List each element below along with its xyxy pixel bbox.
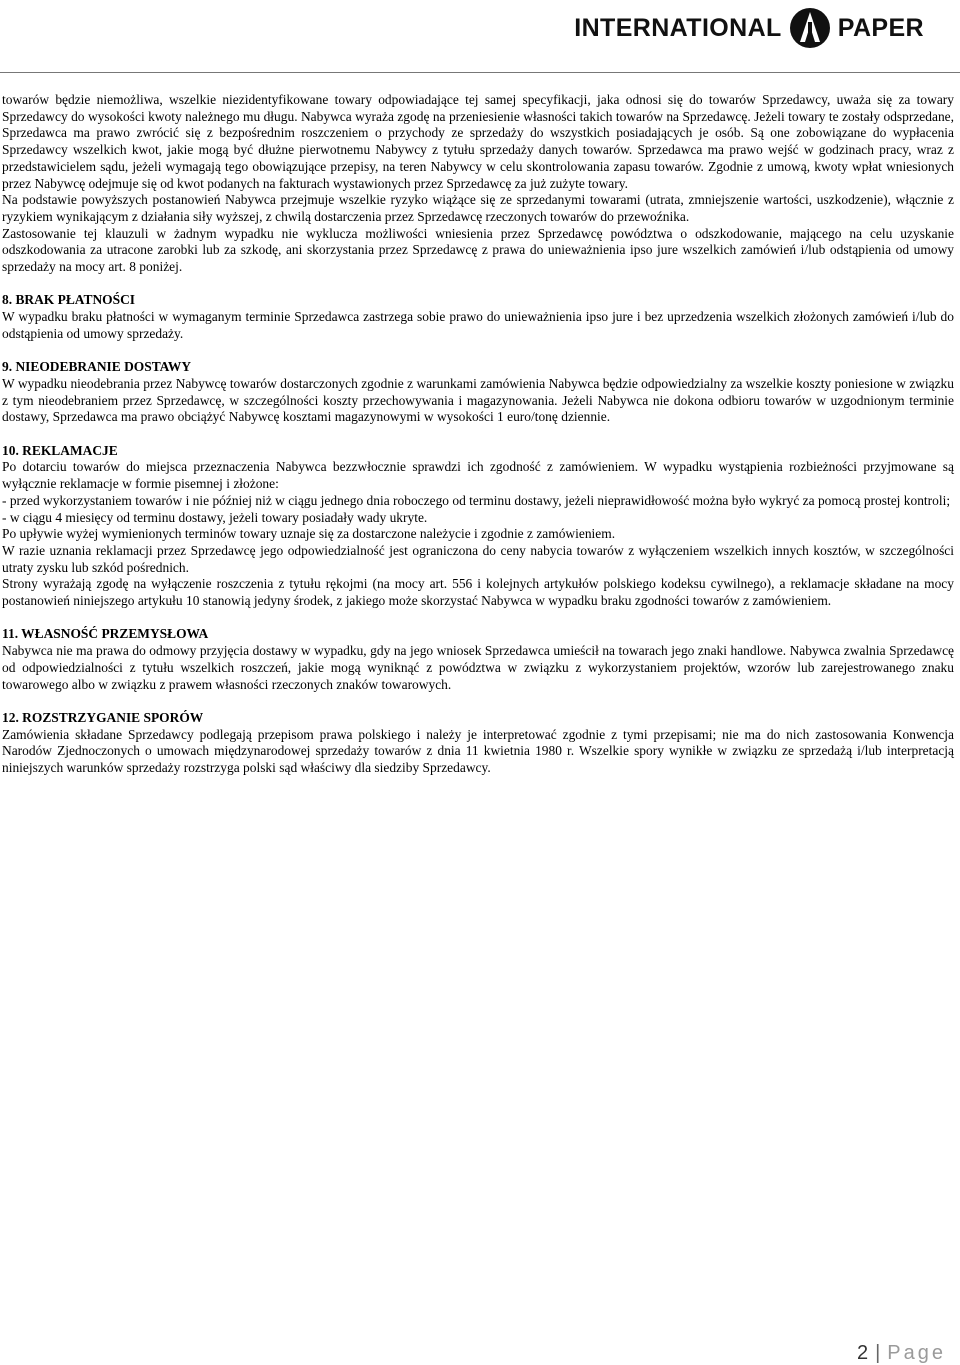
footer-separator: | [875, 1342, 881, 1364]
section-heading-11: 11. WŁASNOŚĆ PRZEMYSŁOWA [2, 626, 209, 642]
paragraph: Po dotarciu towarów do miejsca przeznaczenia Nabywca bezzwłocznie sprawdzi ich zgodność z zamówieniem. W wypadku wystąpienia rozbieżności przyjmowane są wyłącznie reklamacje w formie pisemnej i złożone: [2, 459, 954, 492]
paragraph: Nabywca nie ma prawa do odmowy przyjęcia dostawy w wypadku, gdy na jego wniosek Sprzedawca umieścił na towarach jego znaki handlowe. Nabywca zwalnia Sprzedawcę od odpowiedzialności z tytułu wszelkich roszczeń, jakie mogą wyniknąć z powództwa w związku z wykorzystaniem projektów, wzorów lub zarejestrowanego znaku towarowego albo w związku z prawem własności rzeczonych znaków towarowych. [2, 643, 954, 692]
section-spacer [2, 693, 954, 710]
paragraph: Zastosowanie tej klauzuli w żadnym wypadku nie wyklucza możliwości wniesienia przez Sprzedawcę powództwa o odszkodowanie, mającego na celu uzyskanie odszkodowania za utracone zarobki lub za szkodę, ani skorzystania przez Sprzedawcę z prawa do unieważnienia ipso jure wszelkich zamówień i/lub odstąpienia od umowy sprzedaży na mocy art. 8 poniżej. [2, 225, 954, 275]
paragraph: Po upływie wyżej wymienionych terminów towary uznaje się za dostarczone należycie i zgodnie z zamówieniem. [2, 526, 616, 542]
list-item: - przed wykorzystaniem towarów i nie później niż w ciągu jednego dnia roboczego od terminu dostawy, jeżeli nieprawidłowość można było wykryć za pomocą prostej kontroli; [2, 492, 951, 508]
section-spacer [2, 426, 954, 443]
section-spacer [2, 610, 954, 627]
paragraph: Na podstawie powyższych postanowień Nabywca przejmuje wszelkie ryzyko wiążące się ze sprzedanymi towarami (utrata, zmniejszenie wartości, uszkodzenie), włącznie z ryzykiem wynikającym z działania siły wyższej, z chwilą dostarczenia przez Sprzedawcę rzeczonych towarów do przewoźnika. [2, 192, 954, 224]
logo-text-left: INTERNATIONAL [574, 13, 782, 42]
page-header [0, 0, 960, 72]
page-label: Page [887, 1342, 946, 1364]
paragraph: Strony wyrażają zgodę na wyłączenie roszczenia z tytułu rękojmi (na mocy art. 556 i kolejnych artykułów polskiego kodeksu cywilnego), a reklamacje składane na mocy postanowień niniejszego artykułu 10 stanowią jedyny środek, z jakiego może skorzystać Nabywca w wypadku braku zgodności towarów z zamówieniem. [2, 576, 954, 609]
list-item: - w ciągu 4 miesięcy od terminu dostawy, jeżeli towary posiadały wady ukryte. [2, 509, 428, 525]
paragraph: Zamówienia składane Sprzedawcy podlegają przepisom prawa polskiego i należy je interpretować zgodnie z tymi przepisami; nie ma do nich zastosowania Konwencja Narodów Zjednoczonych o umowach międzynarodowej sprzedaży towarów z dnia 11 kwietnia 1980 r. Wszelkie spory wynikłe w związku ze sprzedażą i/lub interpretacją niniejszych warunków sprzedaży rozstrzyga polski sąd właściwy dla siedziby Sprzedawcy. [2, 726, 954, 776]
page-footer [857, 1342, 946, 1365]
page-number: 2 [856, 1342, 869, 1364]
paragraph: towarów będzie niemożliwa, wszelkie niezidentyfikowane towary odpowiadające tej samej specyfikacji, jaka odnosi się do towarów Sprzedawcy, uważa się za towary Sprzedawcy do wysokości kwoty należnego mu długu. Nabywca wyraża zgodę na przeniesienie własności takich towarów na Sprzedawcę. Jeżeli towary te zostały odsprzedane, Sprzedawca ma prawo zwrócić się z bezpośrednim roszczeniem o przychody ze sprzedaży do wszystkich posiadających je osób. Są one zobowiązane do wypłacenia Sprzedawcy wszelkich kwot, jakie mogą być dłużne pierwotnemu Nabywcy z tytułu sprzedaży danych towarów. Sprzedawca ma prawo wejść w godzinach pracy, wraz z przedstawicielem sądu, jeżeli wymagają tego obowiązujące przepisy, na teren Nabywcy w celu skontrolowania zapasu towarów. Zgodnie z umową, kwoty wpłat wniesionych przez Nabywcę odejmuje się od kwot podanych na fakturach wystawionych przez Sprzedawcę za już zużyte towary. [2, 92, 954, 191]
section-heading-8: 8. BRAK PŁATNOŚCI [2, 292, 136, 308]
paragraph: W wypadku nieodebrania przez Nabywcę towarów dostarczonych zgodnie z warunkami zamówienia Nabywca będzie odpowiedzialny za wszelkie koszty poniesione w związku z tym nieodebraniem przez Sprzedawcę, w szczególności koszty przechowywania i magazynowania. Jeżeli Nabywca nie dokona odbioru towarów w uzgodnionym terminie dostawy, Sprzedawca ma prawo obciążyć Nabywcę kosztami magazynowymi w wysokości 1 euro/tonę dziennie. [2, 375, 954, 425]
section-spacer [2, 276, 954, 293]
document-body [2, 92, 954, 777]
section-heading-10: 10. REKLAMACJE [2, 442, 118, 458]
section-heading-9: 9. NIEODEBRANIE DOSTAWY [2, 359, 192, 375]
section-spacer [2, 343, 954, 360]
paragraph: W wypadku braku płatności w wymaganym terminie Sprzedawca zastrzega sobie prawo do unieważnienia ipso jure i bez uprzedzenia wszelkich złożonych zamówień i/lub do odstąpienia od umowy sprzedaży. [2, 309, 954, 341]
company-logo [574, 6, 924, 50]
international-paper-logo-icon [788, 6, 832, 50]
header-divider [0, 72, 960, 73]
logo-text-right: PAPER [837, 13, 924, 42]
section-heading-12: 12. ROZSTRZYGANIE SPORÓW [2, 709, 204, 725]
paragraph: W razie uznania reklamacji przez Sprzedawcę jego odpowiedzialność jest ograniczona do ceny nabycia towarów z wyłączeniem wszelkich innych kosztów, w szczególności utraty zysku lub szkód pośrednich. [2, 542, 954, 575]
